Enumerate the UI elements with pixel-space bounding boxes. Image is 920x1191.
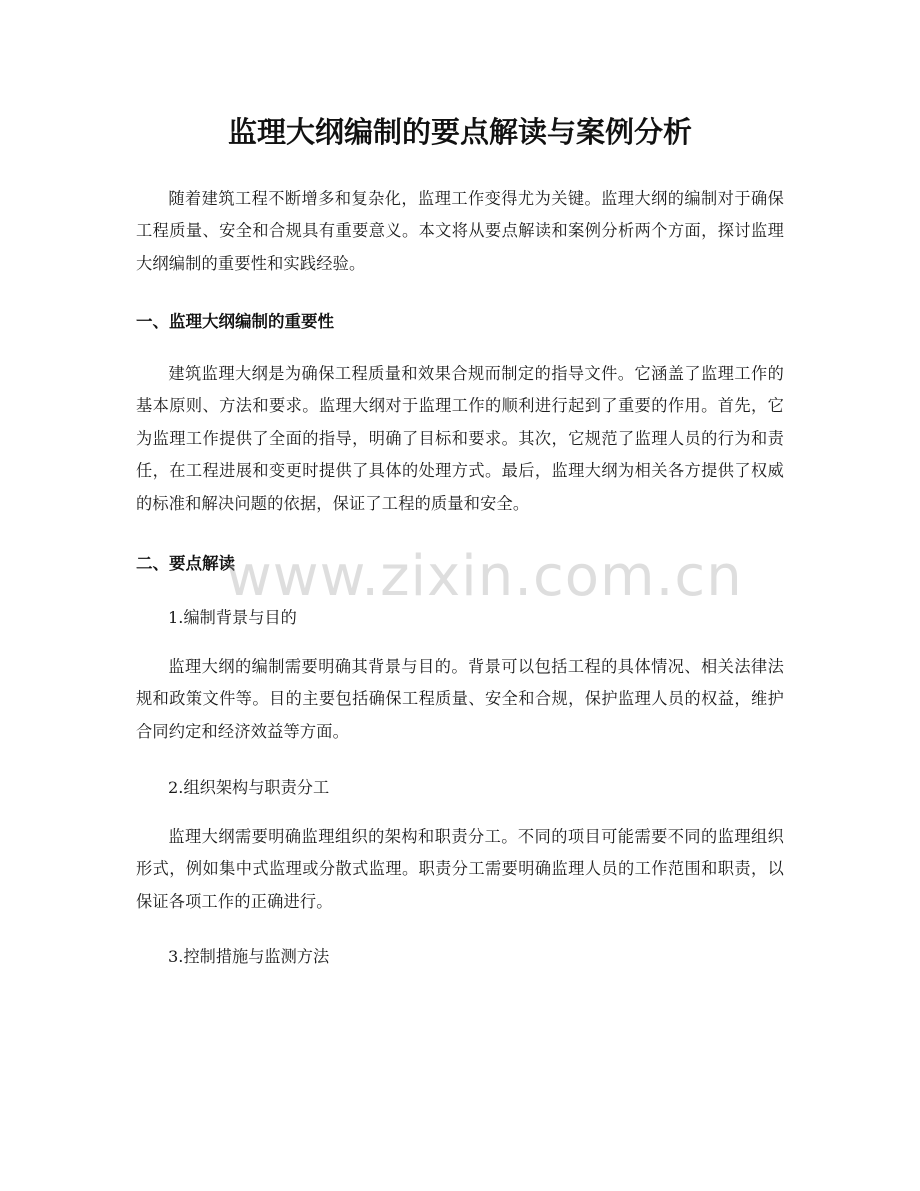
section-2-heading: 二、要点解读 bbox=[136, 554, 235, 573]
subsection-1-paragraph: 监理大纲的编制需要明确其背景与目的。背景可以包括工程的具体情况、相关法律法规和政策文件等。目的主要包括确保工程质量、安全和合规，保护监理人员的权益，维护合同约定和经济效益等方面。 bbox=[136, 657, 784, 741]
document-title: 监理大纲编制的要点解读与案例分析 bbox=[227, 115, 692, 149]
section-1-paragraph: 建筑监理大纲是为确保工程质量和效果合规而制定的指导文件。它涵盖了监理工作的基本原则、方法和要求。监理大纲对于监理工作的顺利进行起到了重要的作用。首先，它为监理工作提供了全面的指导，明确了目标和要求。其次，它规范了监理人员的行为和责任，在工程进展和变更时提供了具体的处理方式。最后，监理大纲为相关各方提供了权威的标准和解决问题的依据，保证了工程的质量和安全。 bbox=[136, 364, 784, 513]
subsection-1-heading: 1.编制背景与目的 bbox=[168, 608, 297, 627]
intro-paragraph: 随着建筑工程不断增多和复杂化，监理工作变得尤为关键。监理大纲的编制对于确保工程质量、安全和合规具有重要意义。本文将从要点解读和案例分析两个方面，探讨监理大纲编制的重要性和实践经验。 bbox=[136, 189, 784, 273]
subsection-2-heading: 2.组织架构与职责分工 bbox=[168, 778, 330, 797]
subsection-3-heading: 3.控制措施与监测方法 bbox=[168, 947, 330, 966]
watermark-text: www.zixin.com.cn bbox=[226, 544, 743, 609]
subsection-2-paragraph: 监理大纲需要明确监理组织的架构和职责分工。不同的项目可能需要不同的监理组织形式，例如集中式监理或分散式监理。职责分工需要明确监理人员的工作范围和职责，以保证各项工作的正确进行。 bbox=[136, 827, 784, 911]
section-1-heading: 一、监理大纲编制的重要性 bbox=[136, 312, 334, 331]
